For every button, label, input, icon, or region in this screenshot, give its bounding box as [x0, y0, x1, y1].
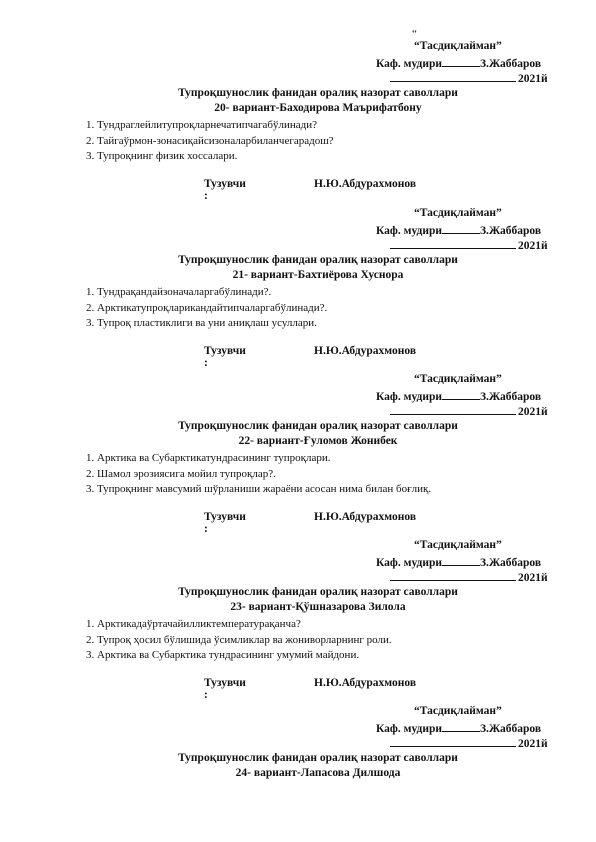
variant-heading-text: 24- вариант-Лапасова Дилшода	[235, 767, 401, 779]
question-item: 2. Тайгаўрмон-зонасиқайсизоналарбиланчегарадош?	[86, 135, 334, 147]
question-item: 1. Арктикадаўртачайилликтемпературақанча?	[86, 618, 301, 630]
approval-stamp-text: “Тасдиқлайман”	[414, 539, 502, 551]
year-text: 2021й	[518, 406, 548, 418]
approval-stamp-text: “Тасдиқлайман”	[414, 40, 502, 52]
department-head-line	[376, 721, 541, 735]
exam-title-text: Тупроқшунослик фанидан оралиқ назорат саволлари	[178, 254, 458, 266]
date-line	[390, 570, 548, 584]
variant-heading	[0, 269, 596, 281]
question-item: 1. Тундрақандайзоначаларгабўлинади?.	[86, 286, 272, 298]
variant-heading	[0, 601, 596, 613]
department-head-line	[376, 56, 541, 70]
department-head-name: З.Жаббаров	[479, 58, 542, 70]
department-head-line	[376, 555, 541, 569]
variant-heading-text: 23- вариант-Қўшназарова Зилола	[230, 601, 406, 613]
exam-title	[0, 254, 596, 266]
exam-title-text: Тупроқшунослик фанидан оралиқ назорат саволлари	[178, 87, 458, 99]
author-label: Тузувчи :	[204, 677, 246, 701]
department-head-name: З.Жаббаров	[479, 557, 542, 569]
department-head-label: Каф. мудири	[376, 58, 442, 70]
exam-title-text: Тупроқшунослик фанидан оралиқ назорат саволлари	[178, 420, 458, 432]
signature-line	[442, 389, 480, 400]
question-item: 2. Арктикатупроқларикандайтипчаларгабўлинади?.	[86, 302, 328, 314]
approval-stamp-text: “Тасдиқлайман”	[414, 207, 502, 219]
date-line	[390, 736, 548, 750]
author-name: Н.Ю.Абдурахмонов	[314, 345, 417, 357]
department-head-name: З.Жаббаров	[479, 225, 542, 237]
variant-heading-text: 20- вариант-Баходирова Маърифатбону	[214, 102, 422, 114]
year-text: 2021й	[518, 240, 548, 252]
variant-heading-text: 22- вариант-Ғуломов Жонибек	[238, 435, 398, 447]
question-item: 2. Тупроқ ҳосил бўлишида ўсимликлар ва жониворларнинг роли.	[86, 634, 392, 646]
question-item: 3. Тупроқ пластиклиги ва уни аниқлаш усуллари.	[86, 317, 317, 329]
date-underline	[390, 570, 516, 581]
author-name: Н.Ю.Абдурахмонов	[314, 677, 417, 689]
stray-quote-mark: “	[412, 28, 417, 40]
signature-line	[442, 555, 480, 566]
department-head-name: З.Жаббаров	[479, 391, 542, 403]
approval-stamp-text: “Тасдиқлайман”	[414, 705, 502, 717]
variant-heading	[0, 435, 596, 447]
author-name: Н.Ю.Абдурахмонов	[314, 178, 417, 190]
department-head-label: Каф. мудири	[376, 225, 442, 237]
date-underline	[390, 404, 516, 415]
variant-heading	[0, 767, 596, 779]
department-head-name: З.Жаббаров	[479, 723, 542, 735]
question-item: 2. Шамол эрозиясига мойил тупроқлар?.	[86, 468, 276, 480]
signature-line	[442, 223, 480, 234]
date-line	[390, 238, 548, 252]
variant-heading-text: 21- вариант-Бахтиёрова Хуснора	[232, 269, 404, 281]
exam-title-text: Тупроқшунослик фанидан оралиқ назорат саволлари	[178, 586, 458, 598]
author-label: Тузувчи :	[204, 178, 246, 202]
department-head-label: Каф. мудири	[376, 723, 442, 735]
exam-title	[0, 87, 596, 99]
variant-heading	[0, 102, 596, 114]
question-item: 1. Арктика ва Субарктикатундрасининг тупроқлари.	[86, 452, 331, 464]
date-line	[390, 404, 548, 418]
author-label: Тузувчи :	[204, 511, 246, 535]
exam-title	[0, 420, 596, 432]
author-label: Тузувчи :	[204, 345, 246, 369]
department-head-label: Каф. мудири	[376, 391, 442, 403]
question-item: 1. Тундраглейлитупроқларнечатипчагабўлинади?	[86, 119, 318, 131]
question-item: 3. Арктика ва Субарктика тундрасининг умумий майдони.	[86, 649, 360, 661]
exam-title	[0, 586, 596, 598]
exam-title-text: Тупроқшунослик фанидан оралиқ назорат саволлари	[178, 752, 458, 764]
approval-stamp-text: “Тасдиқлайман”	[414, 373, 502, 385]
department-head-line	[376, 389, 541, 403]
date-underline	[390, 238, 516, 249]
signature-line	[442, 721, 480, 732]
year-text: 2021й	[518, 572, 548, 584]
department-head-label: Каф. мудири	[376, 557, 442, 569]
question-item: 3. Тупроқнинг физик хоссалари.	[86, 150, 238, 162]
exam-title	[0, 752, 596, 764]
department-head-line	[376, 223, 541, 237]
year-text: 2021й	[518, 738, 548, 750]
date-underline	[390, 71, 516, 82]
question-item: 3. Тупроқнинг мавсумий шўрланиши жараёни асосан нима билан боғлиқ.	[86, 483, 432, 495]
date-line	[390, 71, 548, 85]
date-underline	[390, 736, 516, 747]
signature-line	[442, 56, 480, 67]
year-text: 2021й	[518, 73, 548, 85]
author-name: Н.Ю.Абдурахмонов	[314, 511, 417, 523]
